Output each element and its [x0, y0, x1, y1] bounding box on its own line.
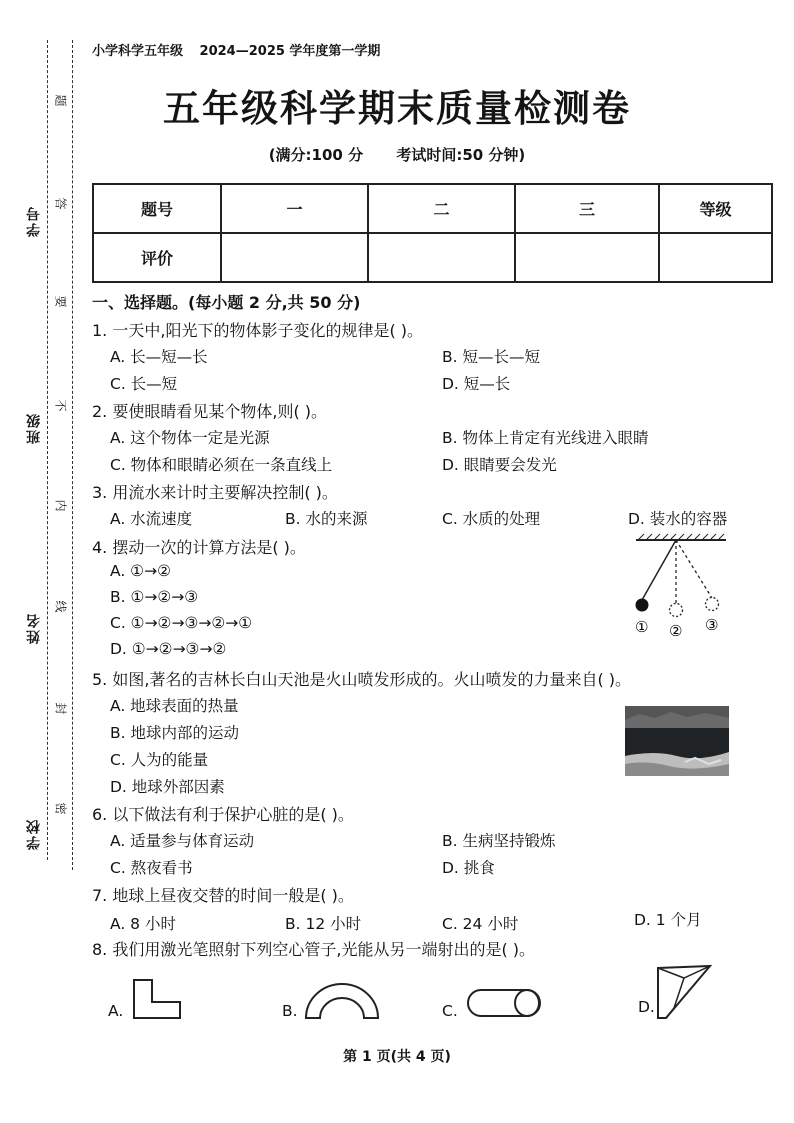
seal-char: 封: [53, 702, 68, 715]
option: D.: [638, 998, 655, 1016]
tube-arch-shape: [300, 978, 384, 1022]
option: C. 熬夜看书: [110, 859, 193, 877]
question-stem: 7. 地球上昼夜交替的时间一般是( )。: [92, 886, 354, 905]
pendulum-string: [642, 540, 676, 600]
table-cell: 题号: [93, 184, 221, 233]
exam-time: 考试时间:50 分钟): [396, 146, 526, 164]
bob-label: ②: [669, 622, 683, 640]
margin-label-class: 班级: [26, 412, 42, 444]
option: A. 适量参与体育运动: [110, 832, 255, 850]
tube-angled-shape: [654, 962, 716, 1022]
table-cell: 一: [221, 184, 368, 233]
option: C. 长—短: [110, 375, 178, 393]
score-table: [92, 183, 773, 283]
option: A. 8 小时: [110, 915, 176, 933]
pendulum-string-dashed: [676, 540, 712, 598]
option: D. 1 个月: [634, 911, 702, 929]
seal-char: 不: [53, 399, 68, 412]
tube-cylinder-shape: [464, 986, 544, 1020]
pendulum-bob: [706, 598, 719, 611]
table-row: [93, 184, 772, 233]
score-cell[interactable]: [221, 233, 368, 282]
option: B. 水的来源: [285, 510, 368, 528]
option: A.: [108, 1002, 124, 1020]
section-heading: 一、选择题。(每小题 2 分,共 50 分): [92, 293, 361, 312]
seal-char: 答: [53, 197, 68, 210]
option: B.: [282, 1002, 298, 1020]
question-stem: 8. 我们用激光笔照射下列空心管子,光能从另一端射出的是( )。: [92, 940, 536, 959]
question-stem: 6. 以下做法有利于保护心脏的是( )。: [92, 805, 354, 824]
pendulum-bob: [670, 604, 683, 617]
table-cell: 三: [515, 184, 659, 233]
header-term: 2024—2025 学年度第一学期: [199, 44, 381, 59]
seal-char: 线: [53, 600, 68, 613]
page-number: 第 1 页(共 4 页): [343, 1049, 451, 1065]
option: B. 生病坚持锻炼: [442, 832, 556, 850]
bob-label: ①: [635, 618, 649, 636]
seal-char: 题: [53, 94, 68, 107]
score-cell[interactable]: [659, 233, 772, 282]
table-cell: 评价: [93, 233, 221, 282]
option: A. 长—短—长: [110, 348, 208, 366]
score-cell[interactable]: [515, 233, 659, 282]
margin-label-student-id: 学号: [26, 205, 42, 237]
option: A. ①→②: [110, 562, 171, 580]
question-stem: 4. 摆动一次的计算方法是( )。: [92, 538, 306, 557]
full-score: (满分:100 分: [268, 146, 364, 164]
page-title: 五年级科学期末质量检测卷: [163, 86, 631, 130]
table-cell: 等级: [659, 184, 772, 233]
question-stem: 1. 一天中,阳光下的物体影子变化的规律是( )。: [92, 321, 424, 340]
option: C. 人为的能量: [110, 751, 209, 769]
exam-info: [0, 144, 794, 165]
bob-label: ③: [705, 616, 719, 634]
seal-char: 密: [53, 802, 68, 815]
score-cell[interactable]: [368, 233, 515, 282]
option: B. 地球内部的运动: [110, 724, 239, 742]
seal-char: 要: [53, 295, 68, 308]
option: A. 这个物体一定是光源: [110, 429, 270, 447]
tube-l-shape: [128, 976, 186, 1022]
option: D. 装水的容器: [628, 510, 728, 528]
option: D. ①→②→③→②: [110, 640, 227, 658]
question-stem: 3. 用流水来计时主要解决控制( )。: [92, 483, 338, 502]
margin-label-school: 学校: [26, 818, 42, 850]
margin-label-name: 姓名: [26, 612, 42, 644]
option: D. 地球外部因素: [110, 778, 225, 796]
option: B. 短—长—短: [442, 348, 540, 366]
option: B. ①→②→③: [110, 588, 199, 606]
question-stem: 2. 要使眼睛看见某个物体,则( )。: [92, 402, 328, 421]
header-grade-subject: 小学科学五年级: [92, 44, 184, 59]
option: D. 短—长: [442, 375, 511, 393]
option: A. 地球表面的热量: [110, 697, 239, 715]
header-line: [92, 40, 380, 59]
option: A. 水流速度: [110, 510, 193, 528]
option: C. 物体和眼睛必须在一条直线上: [110, 456, 333, 474]
option: B. 物体上肯定有光线进入眼睛: [442, 429, 649, 447]
question-stem: 5. 如图,著名的吉林长白山天池是火山喷发形成的。火山喷发的力量来自( )。: [92, 670, 632, 689]
pendulum-bob: [636, 599, 649, 612]
option: D. 眼睛要会发光: [442, 456, 557, 474]
option: C.: [442, 1002, 458, 1020]
option: C. 24 小时: [442, 915, 519, 933]
option: C. ①→②→③→②→①: [110, 614, 253, 632]
tianchi-lake-photo: [625, 706, 729, 776]
seal-char: 内: [53, 499, 68, 512]
option: C. 水质的处理: [442, 510, 541, 528]
option: B. 12 小时: [285, 915, 362, 933]
option: D. 挑食: [442, 859, 495, 877]
table-cell: 二: [368, 184, 515, 233]
table-row: [93, 233, 772, 282]
pendulum-figure: [628, 532, 738, 640]
